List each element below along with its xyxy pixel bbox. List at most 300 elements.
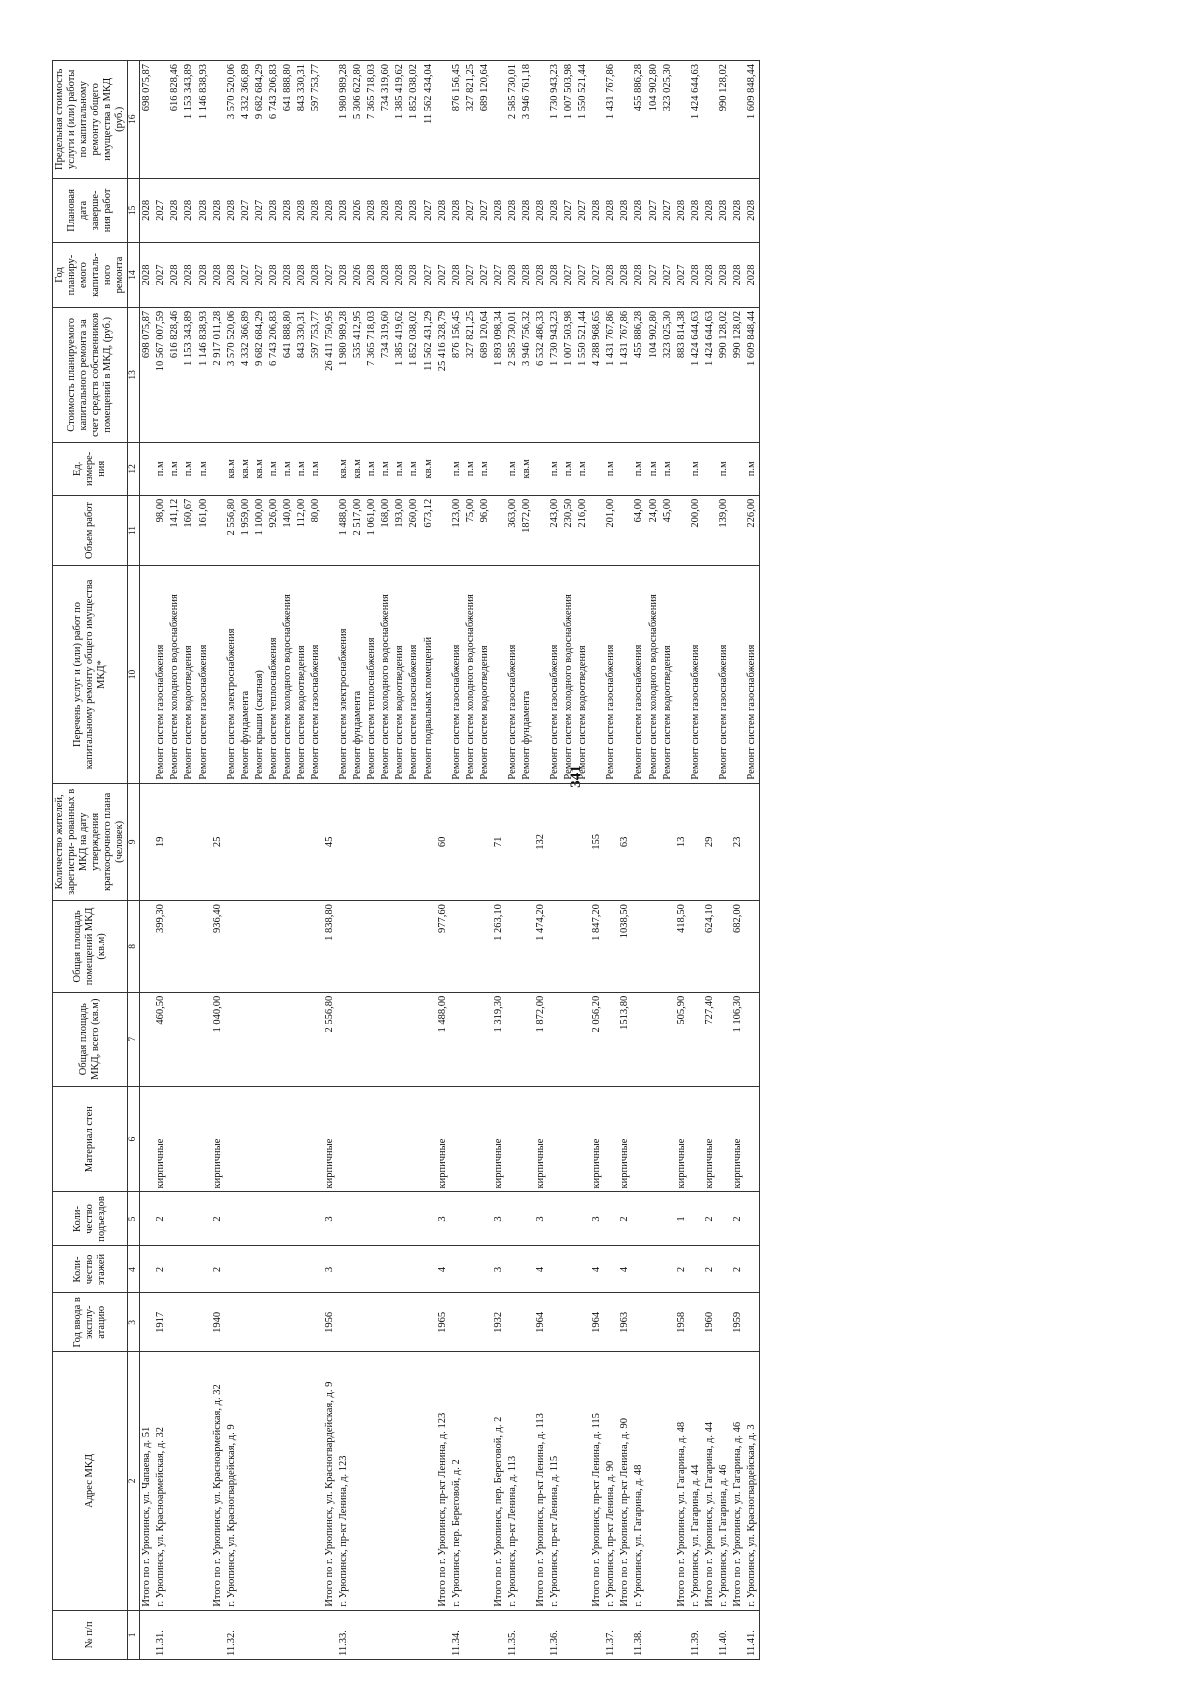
table-cell: 2028	[197, 243, 211, 308]
table-cell: кв.м	[225, 442, 239, 495]
table-cell	[379, 1192, 393, 1246]
table-cell	[393, 1293, 407, 1352]
table-cell	[225, 783, 239, 900]
table-cell: г. Урюпинск, пр-кт Ленина, д. 90	[604, 1352, 618, 1610]
table-cell: Ремонт фундамента	[520, 566, 534, 783]
table-cell	[295, 1352, 309, 1610]
table-cell: 876 156,45	[450, 307, 464, 442]
table-cell: 1 263,10	[492, 901, 506, 993]
table-cell: 1 385 419,62	[393, 61, 407, 179]
table-cell: 2028	[225, 243, 239, 308]
table-cell	[647, 992, 661, 1086]
table-cell: Ремонт систем газоснабжения	[506, 566, 520, 783]
table-cell: п.м	[464, 442, 478, 495]
table-cell	[140, 1610, 155, 1659]
table-cell: 1038,50	[618, 901, 632, 993]
table-cell	[576, 992, 590, 1086]
table-cell	[548, 1192, 562, 1246]
table-cell	[450, 992, 464, 1086]
table-cell	[436, 495, 450, 565]
table-cell	[689, 1192, 703, 1246]
table-cell	[407, 1293, 421, 1352]
table-cell	[548, 992, 562, 1086]
table-cell	[745, 1086, 760, 1192]
table-cell: 2028	[337, 243, 351, 308]
table-cell: 1 893 098,34	[492, 307, 506, 442]
table-cell: 1965	[436, 1293, 450, 1352]
table-cell	[168, 1610, 182, 1659]
table-cell	[492, 566, 506, 783]
table-cell: г. Урюпинск, пр-кт Ленина, д. 115	[548, 1352, 562, 1610]
table-cell: п.м	[450, 442, 464, 495]
table-cell	[309, 1610, 323, 1659]
table-cell	[647, 1192, 661, 1246]
table-cell: 2027	[422, 178, 436, 243]
table-cell: 2028	[309, 178, 323, 243]
table-cell: 2027	[661, 243, 675, 308]
table-cell: 843 330,31	[295, 61, 309, 179]
table-cell: 230,50	[562, 495, 576, 565]
table-cell: 1 474,20	[534, 901, 548, 993]
table-cell	[562, 992, 576, 1086]
table-row	[548, 61, 562, 1660]
table-cell	[295, 1086, 309, 1192]
table-cell	[618, 566, 632, 783]
table-cell: 1 424 644,63	[703, 307, 717, 442]
table-cell	[309, 1086, 323, 1192]
table-cell	[464, 992, 478, 1086]
table-cell: Ремонт систем холодного водоснабжения	[379, 566, 393, 783]
table-cell: 1 730 943,23	[548, 307, 562, 442]
table-cell: г. Урюпинск, ул. Гагарина, д. 46	[717, 1352, 731, 1610]
table-cell	[407, 1610, 421, 1659]
table-cell: п.м	[197, 442, 211, 495]
table-cell	[365, 783, 379, 900]
table-cell: 2027	[562, 178, 576, 243]
table-cell: 1 319,30	[492, 992, 506, 1086]
table-cell	[422, 1246, 436, 1293]
table-cell	[168, 783, 182, 900]
table-cell: 323 025,30	[661, 307, 675, 442]
table-cell	[281, 1610, 295, 1659]
table-cell: 505,90	[675, 992, 689, 1086]
table-cell: 63	[618, 783, 632, 900]
table-cell	[323, 1610, 337, 1659]
table-cell	[168, 992, 182, 1086]
table-cell	[225, 992, 239, 1086]
table-cell: 2028	[295, 178, 309, 243]
table-cell: 2028	[168, 243, 182, 308]
column-header: Общая площадь МКД, всего (кв.м)	[53, 992, 128, 1086]
page-number: 341	[567, 765, 584, 788]
table-cell: г. Урюпинск, ул. Красногвардейская, д. 3	[745, 1352, 760, 1610]
table-cell: 1 488,00	[436, 992, 450, 1086]
column-header: Объем работ	[53, 495, 128, 565]
table-cell	[520, 1246, 534, 1293]
table-cell: 616 828,46	[168, 307, 182, 442]
table-cell: п.м	[562, 442, 576, 495]
table-cell: Ремонт систем электроснабжения	[225, 566, 239, 783]
table-cell: 2028	[506, 243, 520, 308]
table-cell	[534, 495, 548, 565]
table-row	[478, 61, 492, 1660]
table-row	[379, 61, 393, 1660]
table-cell: п.м	[407, 442, 421, 495]
table-cell: 2	[211, 1246, 225, 1293]
table-cell: 11 562 434,04	[422, 61, 436, 179]
table-cell	[731, 495, 745, 565]
table-cell	[351, 783, 365, 900]
table-cell: 2028	[548, 243, 562, 308]
table-cell: Ремонт систем водоотведения	[661, 566, 675, 783]
table-cell	[661, 1352, 675, 1610]
column-number-row	[128, 61, 140, 1660]
table-row	[632, 61, 646, 1660]
table-cell	[590, 442, 604, 495]
table-cell	[422, 901, 436, 993]
table-cell: п.м	[632, 442, 646, 495]
table-cell	[436, 1610, 450, 1659]
table-cell	[632, 1246, 646, 1293]
column-number: 11	[128, 495, 140, 565]
table-cell	[731, 1610, 745, 1659]
table-cell	[393, 783, 407, 900]
table-cell: 843 330,31	[295, 307, 309, 442]
table-cell: Итого по г. Урюпинск, пр-кт Ленина, д. 90	[618, 1352, 632, 1610]
table-cell	[211, 495, 225, 565]
table-cell	[717, 1086, 731, 1192]
table-cell: Итого по г. Урюпинск, ул. Гагарина, д. 44	[703, 1352, 717, 1610]
table-cell: Ремонт систем теплоснабжения	[365, 566, 379, 783]
table-cell: 6 532 486,33	[534, 307, 548, 442]
table-cell: 201,00	[604, 495, 618, 565]
table-cell	[534, 1610, 548, 1659]
table-cell: 2028	[632, 243, 646, 308]
table-cell: 1 146 838,93	[197, 61, 211, 179]
table-cell: кирпичные	[731, 1086, 745, 1192]
table-cell	[379, 992, 393, 1086]
table-cell: 1 007 503,98	[562, 61, 576, 179]
table-cell: 698 075,87	[140, 61, 155, 179]
table-cell	[717, 992, 731, 1086]
table-cell: 1 730 943,23	[548, 61, 562, 179]
table-row	[295, 61, 309, 1660]
table-cell	[450, 1192, 464, 1246]
table-cell	[618, 1610, 632, 1659]
table-cell	[225, 1246, 239, 1293]
table-cell	[379, 1610, 393, 1659]
table-cell: 2028	[309, 243, 323, 308]
table-cell: кирпичные	[211, 1086, 225, 1192]
table-row	[140, 61, 155, 1660]
table-body	[140, 61, 760, 1660]
table-cell: Ремонт систем холодного водоснабжения	[281, 566, 295, 783]
table-cell: 2	[675, 1246, 689, 1293]
table-cell	[351, 992, 365, 1086]
table-cell	[745, 1246, 760, 1293]
table-cell: п.м	[365, 442, 379, 495]
table-cell	[436, 442, 450, 495]
table-cell	[168, 1192, 182, 1246]
table-cell: 132	[534, 783, 548, 900]
table-row	[745, 61, 760, 1660]
table-cell: Ремонт подвальных помещений	[422, 566, 436, 783]
table-cell	[506, 1192, 520, 1246]
column-number: 5	[128, 1192, 140, 1246]
table-cell	[548, 901, 562, 993]
table-cell	[548, 1246, 562, 1293]
table-cell	[281, 1086, 295, 1192]
table-cell	[506, 1086, 520, 1192]
table-cell: 689 120,64	[478, 307, 492, 442]
table-cell	[197, 1352, 211, 1610]
table-cell	[632, 1192, 646, 1246]
table-cell: 2028	[632, 178, 646, 243]
table-cell: 2027	[478, 243, 492, 308]
table-cell: 140,00	[281, 495, 295, 565]
table-cell: 11.35.	[506, 1610, 520, 1659]
table-cell	[548, 1086, 562, 1192]
table-cell: г. Урюпинск, ул. Красноармейская, д. 32	[154, 1352, 168, 1610]
table-cell	[478, 1086, 492, 1192]
table-cell	[407, 1192, 421, 1246]
table-cell: 2027	[576, 243, 590, 308]
table-cell: Ремонт систем водоотведения	[478, 566, 492, 783]
table-cell: 2028	[379, 243, 393, 308]
table-cell: 2	[154, 1246, 168, 1293]
table-cell: 29	[703, 783, 717, 900]
table-cell	[675, 442, 689, 495]
table-row	[211, 61, 225, 1660]
table-cell: 1 852 038,02	[407, 307, 421, 442]
table-cell: 2028	[182, 178, 196, 243]
table-cell	[576, 1246, 590, 1293]
table-cell	[422, 992, 436, 1086]
table-cell: 990 128,02	[717, 61, 731, 179]
column-header: Общая площадь помещений МКД (кв.м)	[53, 901, 128, 993]
table-cell: 1 431 767,86	[618, 307, 632, 442]
table-cell	[253, 1246, 267, 1293]
column-header: Предельная стоимость услуги и (или) работы по капитальному ремонту общего имущества в МКД (руб.)	[53, 61, 128, 179]
table-cell: 9 682 684,29	[253, 307, 267, 442]
table-cell	[351, 1246, 365, 1293]
table-cell	[703, 566, 717, 783]
table-cell	[745, 783, 760, 900]
column-header: Коли- чество подъездов	[53, 1192, 128, 1246]
table-cell: 1 385 419,62	[393, 307, 407, 442]
table-cell: 2	[703, 1246, 717, 1293]
table-cell	[422, 783, 436, 900]
table-cell: 6 743 206,83	[267, 307, 281, 442]
table-cell	[211, 442, 225, 495]
table-cell	[309, 901, 323, 993]
table-cell: 11 562 431,29	[422, 307, 436, 442]
table-cell: Ремонт систем газоснабжения	[450, 566, 464, 783]
table-cell	[140, 901, 155, 993]
table-cell	[534, 566, 548, 783]
table-cell	[267, 1246, 281, 1293]
table-cell	[197, 992, 211, 1086]
table-cell: 1 040,00	[211, 992, 225, 1086]
table-cell: 990 128,02	[717, 307, 731, 442]
table-cell	[745, 992, 760, 1086]
table-cell	[393, 901, 407, 993]
table-cell	[197, 1610, 211, 1659]
table-cell	[422, 1610, 436, 1659]
column-number: 7	[128, 992, 140, 1086]
table-cell	[295, 1192, 309, 1246]
table-cell: 25 416 328,79	[436, 307, 450, 442]
table-cell	[281, 901, 295, 993]
table-cell	[590, 566, 604, 783]
table-cell	[140, 1246, 155, 1293]
table-cell: 2028	[182, 243, 196, 308]
table-cell: кирпичные	[436, 1086, 450, 1192]
table-cell: 45	[323, 783, 337, 900]
table-cell: п.м	[267, 442, 281, 495]
table-cell	[309, 1352, 323, 1610]
table-cell: кирпичные	[675, 1086, 689, 1192]
table-cell: 200,00	[689, 495, 703, 565]
table-cell: 1 431 767,86	[604, 61, 618, 179]
table-row	[436, 61, 450, 1660]
table-cell: 2026	[351, 178, 365, 243]
table-cell: 2028	[604, 178, 618, 243]
table-cell	[450, 1293, 464, 1352]
table-cell: Итого по г. Урюпинск, пр-кт Ленина, д. 123	[436, 1352, 450, 1610]
table-cell	[689, 1293, 703, 1352]
table-cell: 1 872,00	[534, 992, 548, 1086]
table-cell: 1917	[154, 1293, 168, 1352]
table-cell: Ремонт систем водоотведения	[576, 566, 590, 783]
table-cell: 1960	[703, 1293, 717, 1352]
column-number: 12	[128, 442, 140, 495]
table-cell	[140, 442, 155, 495]
table-cell	[211, 566, 225, 783]
table-cell	[182, 992, 196, 1086]
table-cell: кирпичные	[492, 1086, 506, 1192]
table-cell: 535 412,95	[351, 307, 365, 442]
table-cell: кирпичные	[590, 1086, 604, 1192]
table-cell: 2027	[675, 243, 689, 308]
table-cell	[590, 495, 604, 565]
table-cell	[703, 442, 717, 495]
table-cell: 455 886,28	[632, 307, 646, 442]
table-cell	[492, 442, 506, 495]
table-cell	[689, 1246, 703, 1293]
table-row	[506, 61, 520, 1660]
table-row	[717, 61, 731, 1660]
table-cell	[604, 1086, 618, 1192]
table-cell	[281, 992, 295, 1086]
table-cell	[478, 1246, 492, 1293]
table-cell	[182, 783, 196, 900]
table-cell: г. Урюпинск, ул. Красногвардейская, д. 9	[225, 1352, 239, 1610]
table-cell	[168, 1246, 182, 1293]
table-cell	[253, 783, 267, 900]
table-cell: 2027	[464, 243, 478, 308]
table-cell: 2028	[731, 243, 745, 308]
table-cell: 4 288 968,65	[590, 307, 604, 442]
table-cell	[309, 1293, 323, 1352]
column-number: 15	[128, 178, 140, 243]
table-cell: 96,00	[478, 495, 492, 565]
table-cell: 2028	[407, 178, 421, 243]
table-cell	[239, 1086, 253, 1192]
table-cell	[576, 783, 590, 900]
table-cell	[675, 495, 689, 565]
table-cell	[407, 992, 421, 1086]
table-cell: 3 946 761,18	[520, 61, 534, 179]
table-cell: 2028	[492, 178, 506, 243]
table-cell	[548, 783, 562, 900]
table-cell	[647, 783, 661, 900]
table-cell: п.м	[281, 442, 295, 495]
table-cell	[604, 1246, 618, 1293]
column-header: Коли- чество этажей	[53, 1246, 128, 1293]
table-cell: п.м	[154, 442, 168, 495]
table-cell	[239, 1192, 253, 1246]
table-cell: Ремонт систем газоснабжения	[717, 566, 731, 783]
table-cell	[618, 495, 632, 565]
table-cell: 5 306 622,80	[351, 61, 365, 179]
table-cell	[253, 1610, 267, 1659]
table-cell	[337, 1246, 351, 1293]
table-cell: Ремонт систем теплоснабжения	[267, 566, 281, 783]
table-cell: 2028	[393, 243, 407, 308]
table-row	[267, 61, 281, 1660]
table-cell	[464, 1352, 478, 1610]
table-cell: 977,60	[436, 901, 450, 993]
table-cell: г. Урюпинск, пр-кт Ленина, д. 123	[337, 1352, 351, 1610]
table-row	[647, 61, 661, 1660]
table-cell	[267, 1352, 281, 1610]
table-cell	[731, 442, 745, 495]
table-row	[562, 61, 576, 1660]
table-row	[365, 61, 379, 1660]
table-cell	[618, 442, 632, 495]
table-cell: Ремонт систем холодного водоснабжения	[168, 566, 182, 783]
table-cell	[534, 61, 548, 179]
table-cell	[253, 1192, 267, 1246]
table-cell	[661, 1192, 675, 1246]
table-cell	[562, 1610, 576, 1659]
table-cell: 193,00	[393, 495, 407, 565]
table-cell: 2028	[267, 178, 281, 243]
table-cell	[351, 1610, 365, 1659]
table-cell: 1 838,80	[323, 901, 337, 993]
table-cell: 2028	[267, 243, 281, 308]
table-cell: 327 821,25	[464, 61, 478, 179]
table-cell: 2027	[647, 178, 661, 243]
table-cell	[267, 1086, 281, 1192]
table-cell: 1 852 038,02	[407, 61, 421, 179]
column-header: № п/п	[53, 1610, 128, 1659]
table-row	[182, 61, 196, 1660]
table-cell: 161,00	[197, 495, 211, 565]
table-cell: 3	[323, 1192, 337, 1246]
table-cell	[506, 1246, 520, 1293]
table-cell	[717, 1246, 731, 1293]
table-cell	[576, 1352, 590, 1610]
table-cell	[407, 1246, 421, 1293]
table-cell	[478, 783, 492, 900]
table-cell: 13	[675, 783, 689, 900]
table-cell	[492, 61, 506, 179]
table-cell: 2027	[422, 243, 436, 308]
table-cell: 2028	[197, 178, 211, 243]
table-cell: 1 980 989,28	[337, 61, 351, 179]
